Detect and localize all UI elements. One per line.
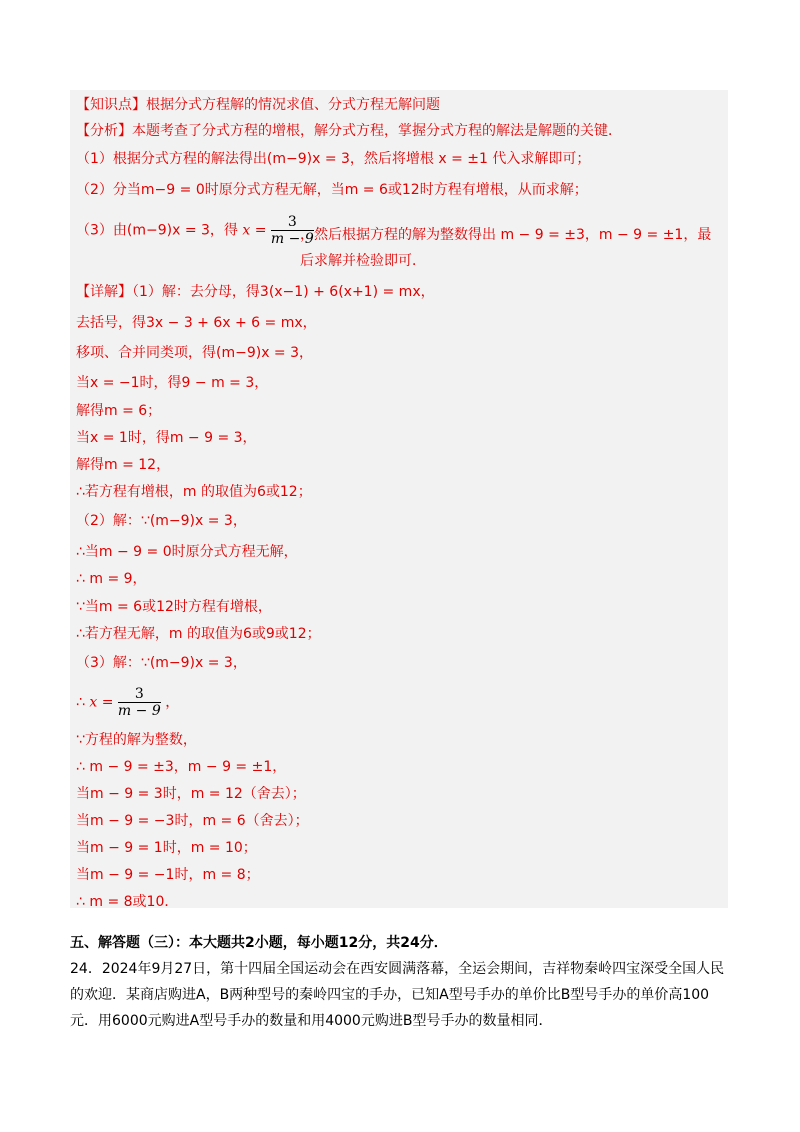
detail-15-fraction: [118, 686, 161, 719]
detail-13: ∴若方程无解，m 的取值为6或9或12；: [76, 626, 321, 642]
analysis-step-3-pre: （3）由(m−9)x = 3，得: [76, 222, 238, 239]
analysis-step-2: （2）分当m−9 = 0时原分式方程无解，当m = 6或12时方程有增根，从而求解；: [76, 182, 588, 198]
detail-22: ∴ m = 8或10．: [76, 894, 179, 910]
detail-5: 解得m = 6；: [76, 403, 162, 419]
detail-1: 【详解】（1）解：去分母，得3(x−1) + 6(x+1) = mx，: [76, 284, 435, 300]
detail-14: （3）解：∵(m−9)x = 3，: [76, 655, 247, 671]
detail-15-post: ，: [165, 694, 180, 711]
detail-3: 移项、合并同类项，得(m−9)x = 3，: [76, 345, 314, 361]
detail-6: 当x = 1时，得m − 9 = 3，: [76, 430, 257, 446]
detail-12: ∵当m = 6或12时方程有增根，: [76, 599, 272, 615]
detail-4: 当x = −1时，得9 − m = 3，: [76, 375, 269, 391]
detail-10: ∴当m − 9 = 0时原分式方程无解，: [76, 544, 298, 560]
detail-2: 去括号，得3x − 3 + 6x + 6 = mx，: [76, 315, 317, 331]
analysis-line: 【分析】本题考查了分式方程的增根，解分式方程，掌握分式方程的解法是解题的关键．: [76, 123, 622, 139]
fraction-numerator: 3: [118, 686, 161, 703]
detail-9: （2）解：∵(m−9)x = 3，: [76, 513, 247, 529]
analysis-step-3-post: ，然后根据方程的解为整数得出 m − 9 = ±3，m − 9 = ±1，最后求解并检验即可．: [300, 227, 712, 269]
section-title: 五、解答题（三）：本大题共2小题，每小题12分，共24分．: [70, 935, 448, 951]
detail-17: ∴ m − 9 = ±3，m − 9 = ±1，: [76, 759, 287, 775]
detail-7: 解得m = 12，: [76, 457, 171, 473]
detail-19: 当m − 9 = −3时，m = 6（舍去）；: [76, 813, 309, 829]
detail-15-pre: ∴: [76, 694, 85, 711]
fraction-denominator: m − 9: [270, 231, 314, 247]
detail-21: 当m − 9 = −1时，m = 8；: [76, 867, 260, 883]
detail-11: ∴ m = 9，: [76, 571, 147, 587]
fraction-numerator: 3: [271, 214, 314, 231]
problem-24-text: 24．2024年9月27日，第十四届全国运动会在西安圆满落幕，全运会期间，吉祥物秦岭四宝深受全国人民的欢迎．某商店购进A，B两种型号的秦岭四宝的手办，已知A型号手办的单价比B型号手办的单价高100元．用6000元购进A型号手办的数量和用4000元购进B型号手办的数量相同．: [70, 961, 725, 1029]
knowledge-point: 【知识点】根据分式方程解的情况求值、分式方程无解问题: [76, 97, 440, 113]
detail-18: 当m − 9 = 3时，m = 12（舍去）；: [76, 786, 306, 802]
analysis-step-1: （1）根据分式方程的解法得出(m−9)x = 3，然后将增根 x = ±1 代入求解即可；: [76, 151, 591, 167]
analysis-step-3: [76, 214, 314, 247]
detail-15: [76, 686, 179, 719]
detail-8: ∴若方程有增根，m 的取值为6或12；: [76, 484, 312, 500]
detail-15-x: x =: [89, 694, 114, 711]
analysis-step-3-x: x =: [242, 222, 267, 239]
detail-20: 当m − 9 = 1时，m = 10；: [76, 840, 257, 856]
detail-16: ∵方程的解为整数，: [76, 732, 197, 748]
fraction-denominator: m − 9: [117, 703, 161, 719]
